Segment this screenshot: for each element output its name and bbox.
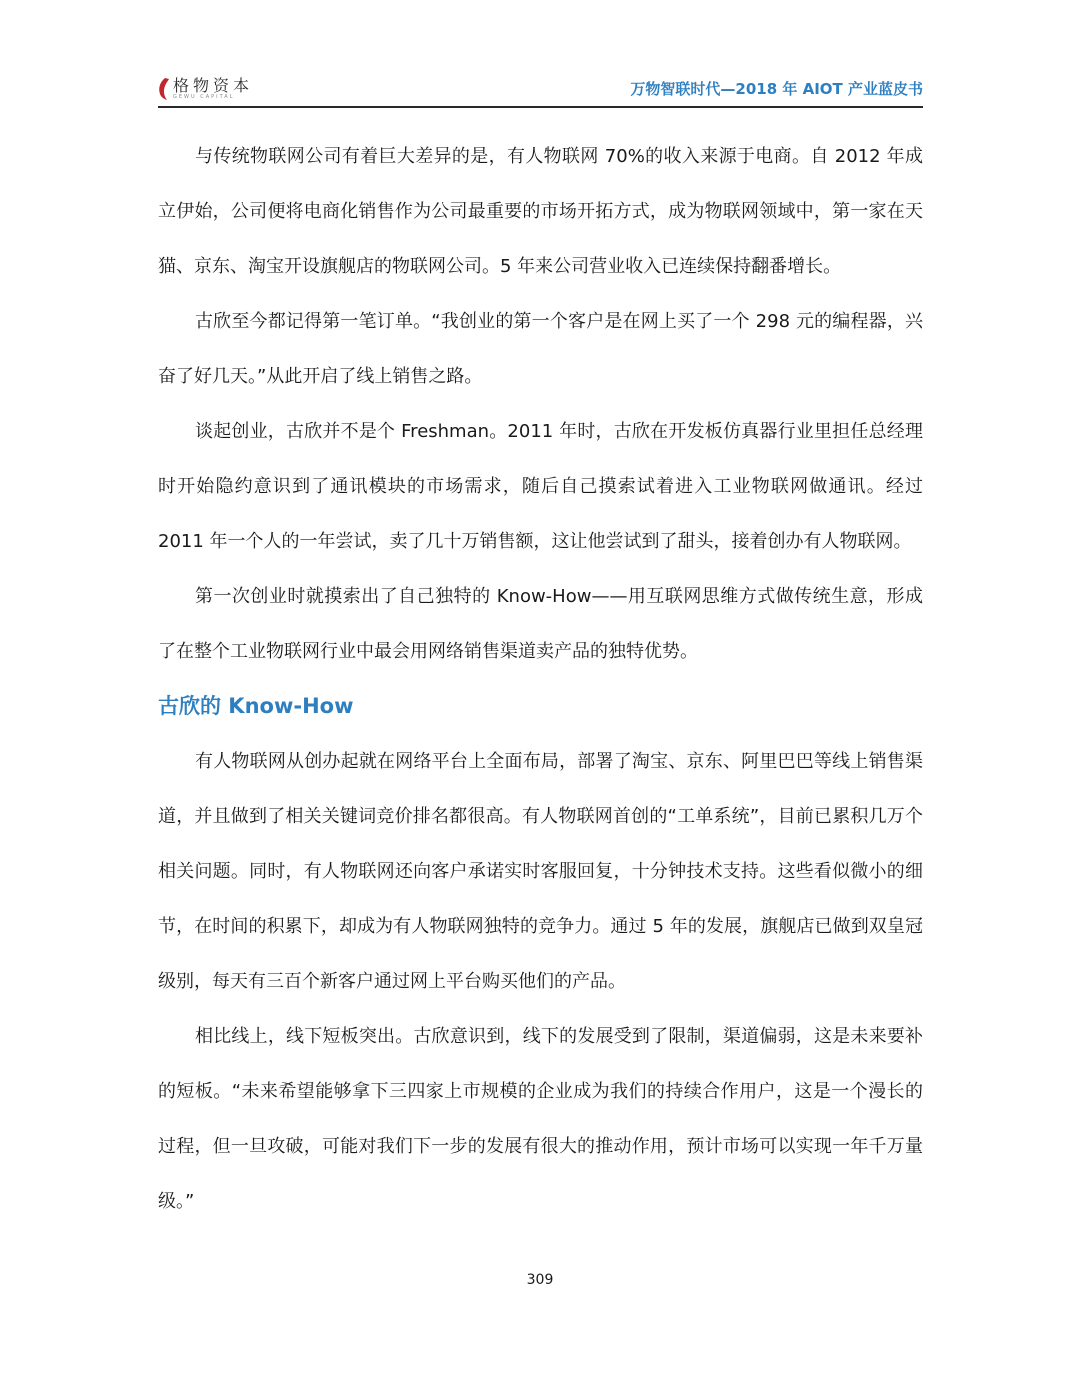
logo-mark-icon bbox=[158, 78, 169, 100]
header-title: 万物智联时代—2018 年 AIOT 产业蓝皮书 bbox=[630, 80, 923, 98]
logo-text: 格物资本 bbox=[173, 76, 254, 95]
paragraph: 古欣至今都记得第一笔订单。“我创业的第一个客户是在网上买了一个 298 元的编程器，兴奋了好几天。”从此开启了线上销售之路。 bbox=[158, 311, 923, 387]
logo-subtext: GEWU CAPITAL bbox=[173, 94, 235, 100]
paragraph: 有人物联网从创办起就在网络平台上全面布局，部署了淘宝、京东、阿里巴巴等线上销售渠道，并且做到了相关关键词竞价排名都很高。有人物联网首创的“工单系统”，目前已累积几万个相关问题。同时，有人物联网还向客户承诺实时客服回复，十分钟技术支持。这些看似微小的细节，在时间的积累下，却成为有人物联网独特的竞争力。通过 5 年的发展，旗舰店已做到双皇冠级别，每天有三百个新客户通过网上平台购买他们的产品。 bbox=[158, 751, 923, 992]
paragraph: 相比线上，线下短板突出。古欣意识到，线下的发展受到了限制，渠道偏弱，这是未来要补的短板。“未来希望能够拿下三四家上市规模的企业成为我们的持续合作用户，这是一个漫长的过程，但一旦攻破，可能对我们下一步的发展有很大的推动作用，预计市场可以实现一年千万量级。” bbox=[158, 1026, 923, 1212]
page-body bbox=[158, 129, 923, 1229]
page-number: 309 bbox=[526, 1272, 554, 1288]
section-heading: 古欣的 Know-How bbox=[158, 694, 354, 718]
paragraph: 谈起创业，古欣并不是个 Freshman。2011 年时，古欣在开发板仿真器行业里担任总经理时开始隐约意识到了通讯模块的市场需求，随后自己摸索试着进入工业物联网做通讯。经过 2011 年一个人的一年尝试，卖了几十万销售额，这让他尝试到了甜头，接着创办有人物联网。 bbox=[158, 421, 923, 552]
page-header bbox=[158, 70, 923, 108]
logo bbox=[158, 78, 253, 101]
paragraph: 与传统物联网公司有着巨大差异的是，有人物联网 70%的收入来源于电商。自 2012 年成立伊始，公司便将电商化销售作为公司最重要的市场开拓方式，成为物联网领域中，第一家在天猫、京东、淘宝开设旗舰店的物联网公司。5 年来公司营业收入已连续保持翻番增长。 bbox=[158, 146, 923, 277]
paragraph: 第一次创业时就摸索出了自己独特的 Know-How——用互联网思维方式做传统生意，形成了在整个工业物联网行业中最会用网络销售渠道卖产品的独特优势。 bbox=[158, 586, 923, 662]
